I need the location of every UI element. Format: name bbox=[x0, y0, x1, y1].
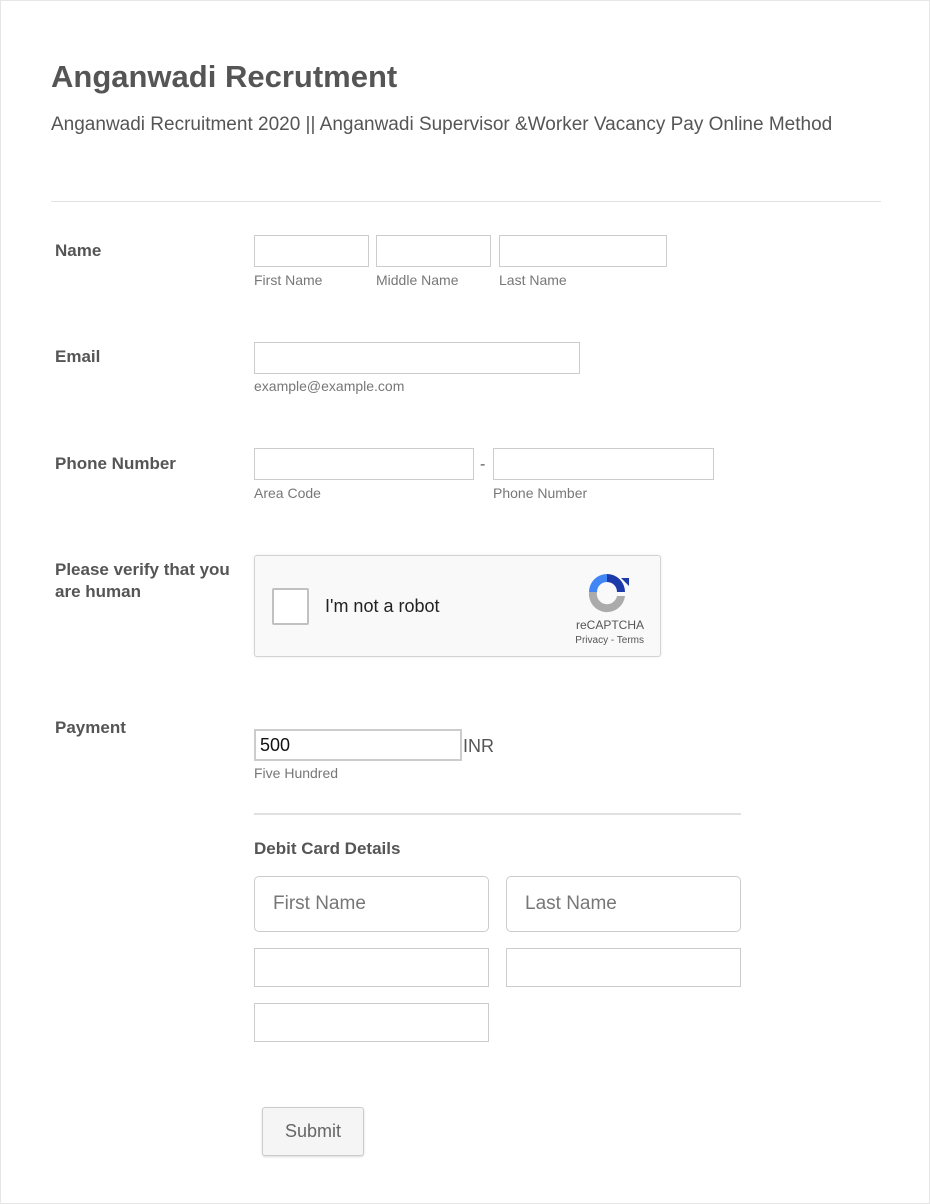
phone-number-caption: Phone Number bbox=[493, 485, 588, 501]
currency-label: INR bbox=[463, 736, 494, 756]
card-number-input[interactable] bbox=[254, 948, 489, 987]
name-label: Name bbox=[55, 241, 102, 260]
phone-number-input[interactable] bbox=[493, 448, 714, 480]
card-first-name-input[interactable]: First Name bbox=[254, 876, 489, 932]
form-subtitle: Anganwadi Recruitment 2020 || Anganwadi Supervisor &Worker Vacancy Pay Online Method bbox=[51, 114, 833, 135]
email-hint: example@example.com bbox=[254, 378, 405, 394]
submit-button[interactable]: Submit bbox=[262, 1107, 364, 1156]
recaptcha-brand: reCAPTCHA bbox=[575, 618, 644, 632]
area-code-input[interactable] bbox=[254, 448, 474, 480]
recaptcha-logo-icon bbox=[585, 570, 629, 614]
email-label: Email bbox=[55, 347, 101, 366]
area-code-caption: Area Code bbox=[254, 485, 321, 501]
first-name-input[interactable] bbox=[254, 235, 369, 267]
payment-label: Payment bbox=[55, 718, 126, 737]
recaptcha-links[interactable]: Privacy - Terms bbox=[575, 635, 644, 646]
debit-card-heading: Debit Card Details bbox=[254, 839, 401, 858]
card-expiry-input[interactable] bbox=[506, 948, 741, 987]
phone-separator: - bbox=[480, 456, 486, 473]
first-name-caption: First Name bbox=[254, 272, 323, 288]
amount-words: Five Hundred bbox=[254, 765, 339, 781]
recaptcha-widget bbox=[254, 555, 661, 657]
phone-label: Phone Number bbox=[55, 454, 176, 473]
card-cvv-input[interactable] bbox=[254, 1003, 489, 1042]
middle-name-input[interactable] bbox=[376, 235, 491, 267]
last-name-input[interactable] bbox=[499, 235, 667, 267]
last-name-caption: Last Name bbox=[499, 272, 567, 288]
divider bbox=[51, 201, 881, 202]
form-title: Anganwadi Recrutment bbox=[51, 59, 398, 94]
recaptcha-text: I'm not a robot bbox=[325, 596, 440, 616]
payment-amount-input[interactable] bbox=[254, 729, 462, 761]
payment-divider bbox=[254, 813, 741, 815]
captcha-label: Please verify that you are human bbox=[55, 560, 230, 601]
middle-name-caption: Middle Name bbox=[376, 272, 459, 288]
email-input[interactable] bbox=[254, 342, 580, 374]
card-last-name-input[interactable]: Last Name bbox=[506, 876, 741, 932]
recaptcha-checkbox[interactable] bbox=[272, 588, 309, 625]
